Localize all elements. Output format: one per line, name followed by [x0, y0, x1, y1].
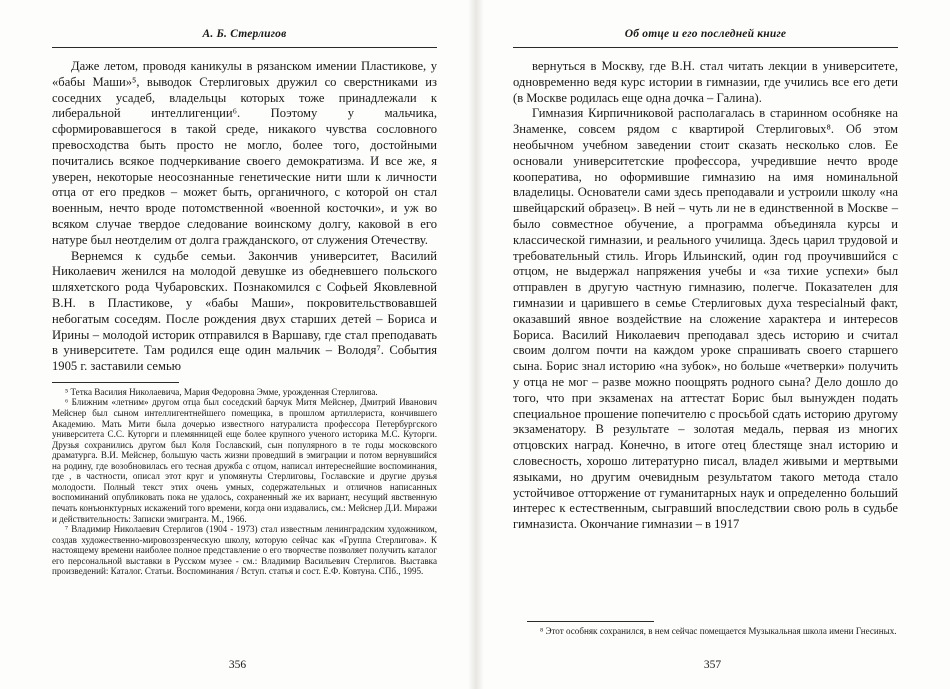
header-rule-right — [513, 47, 898, 48]
footnote-rule-right — [527, 621, 654, 622]
paragraph: Гимназия Кирпичниковой располагалась в старинном особняке на Знаменке, совсем рядом с квартирой Стерлиговых⁸. Об этом необычном учебном заведении стоит сказать несколько слов. Ее основали университетские профессора, учредившие нечто вроде кооператива, но оформившие гимназию на имя номинальной владелицы. Основатели сами здесь преподавали и устроили школу «на швейцарский образец». В ней – чуть ли не в единственной в Москве – было совместное обучение, а программа объединяла курсы и классической гимназии, и реального училища. Здесь царил трудовой и требовательный стиль. Игорь Ильинский, один год проучившийся с отцом, не выдержал напряжения учебы и «за тихие успехи» был отправлен в другую частную гимназию, полегче. Показателен для гимназии и царившего в семье Стерлиговых духа тespecialный факт, оказавший явное воздействие на сложение характера и интересов Бориса. Василий Николаевич преподавал здесь историю и считал своим долгом почти на каждом уроке спрашивать своего старшего сына. Борис знал историю «на зубок», но больше «четверки» получить у отца не мог – разве можно поощрять родного сына? Дело дошло до того, что при экзаменах на аттестат Борис был вынужден подать специальное прошение попечителю с просьбой сдать историю другому экзаменатору. В результате – золотая медаль, первая из многих отцовских наград. Конечно, в итоге отец блестяще знал историю и словесность, хорошо литературно писал, владел живыми и мертвыми языками, но другим очевидным результатом такого метода стало устойчивое отторжение от гуманитарных наук и определенно больший интерес к естественным, сыгравший впоследствии свою роль в судьбе гимназиста. Окончание гимназии – в 1917 — [513, 106, 898, 532]
paragraph: Даже летом, проводя каникулы в рязанском имении Пластикове, у «бабы Маши»⁵, выводок Стерлиговых дружил со сверстниками из соседних усадеб, владельцы которых тоже принадлежали к либеральной интеллигенции⁶. Поэтому у мальчика, сформировавшегося в такой среде, никакого чувства сословного превосходства быть просто не могло, более того, достойными почитались всякое подчеркивание своего демократизма. И все же, я уверен, некоторые неосознанные генетические нити шли к личности отца от его предков – может быть, органичного, с которой он стал военным, нечто вроде потомственной «военной косточки», и уж во всяком случае твердое следование воинскому долгу, каковой в его натуре был неотделим от долга гражданского, от служения Отечеству. — [52, 59, 437, 247]
footnote: ⁸ Этот особняк сохранился, в нем сейчас помещается Музыкальная школа имени Гнесиных. — [540, 626, 897, 637]
footnotes-right — [527, 621, 912, 637]
footnotes-left — [52, 382, 437, 577]
page-number-right: 357 — [703, 659, 722, 671]
paragraph: Вернемся к судьбе семьи. Закончив университет, Василий Николаевич женился на молодой девушке из обедневшего польского шляхетского рода Чубаровских. Познакомился с Софьей Яковлевной В.Н. в Пластикове, у «бабы Маши», покровительствовавшей небогатым соседям. После рождения двух старших детей – Бориса и Ирины – молодой историк отправился в Варшаву, где стал преподавать в университете. Там родился еще один мальчик – Володя⁷. События 1905 г. заставили семью — [52, 248, 437, 374]
footnote: ⁷ Владимир Николаевич Стерлигов (1904 - 1973) стал известным ленинградским художником, создав художественно-мировоззренческую школу, которую сейчас как «Группа Стерлигова». К настоящему времени наиболее полное представление о его творчестве позволяет получить каталог его персональной выставки в Русском музее - см.: Владимир Васильевич Стерлигов. Выставка произведений: Каталог. Статьи. Воспоминания / Вступ. статья и сост. Е.Ф. Ковтуна. СПб., 1995. — [52, 524, 437, 577]
footnote: ⁶ Ближним «летним» другом отца был соседский барчук Митя Мейснер, Дмитрий Иванович Мейснер был сыном интеллигентнейшего помещика, в прошлом артиллериста, кончившего Академию. Мать Мити была дочерью известного натуралиста профессора Петербургского университета С.С. Куторги и племянницей еще более крупного ученого историка М.С. Куторги. Друзья сохранились другом был Коля Гославский, сын популярного в те годы московского драматурга. В.И. Мейснер, большую часть жизни проведший в эмиграции и потом вернувшийся на родину, где возобновилась его тесная дружба с отцом, написал интереснейшие воспоминания, где , в частности, описал этот круг и упомянуты Стерлиговы, Гославские и другие друзья молодости. Полный текст этих очень умных, содержательных и отличнов написанных воспоминаний опубликовать пока не удалось, сохраненный же их вариант, несущий явственную печать конъюнктурных искажений того времени, когда они издавались, см.: Мейснер Д.И. Миражи и действительность: Записки эмигранта. М., 1966. — [52, 397, 437, 524]
footnote: ⁵ Тетка Василия Николаевича, Мария Федоровна Эмме, урожденная Стерлигова. — [65, 386, 378, 397]
body-text-left — [52, 59, 437, 375]
paragraph: вернуться в Москву, где В.Н. стал читать лекции в университете, одновременно ведя курс истории в гимназии, где учились все его дети (в Москве родилась еще одна дочка – Галина). — [513, 59, 898, 105]
running-head-left: А. Б. Стерлигов — [202, 28, 287, 40]
running-head-right: Об отце и его последней книге — [624, 28, 787, 40]
page-number-left: 356 — [228, 659, 247, 671]
footnote-rule-left — [52, 382, 179, 383]
header-rule-left — [52, 47, 437, 48]
page-right — [475, 0, 950, 689]
body-text-right — [513, 59, 898, 533]
